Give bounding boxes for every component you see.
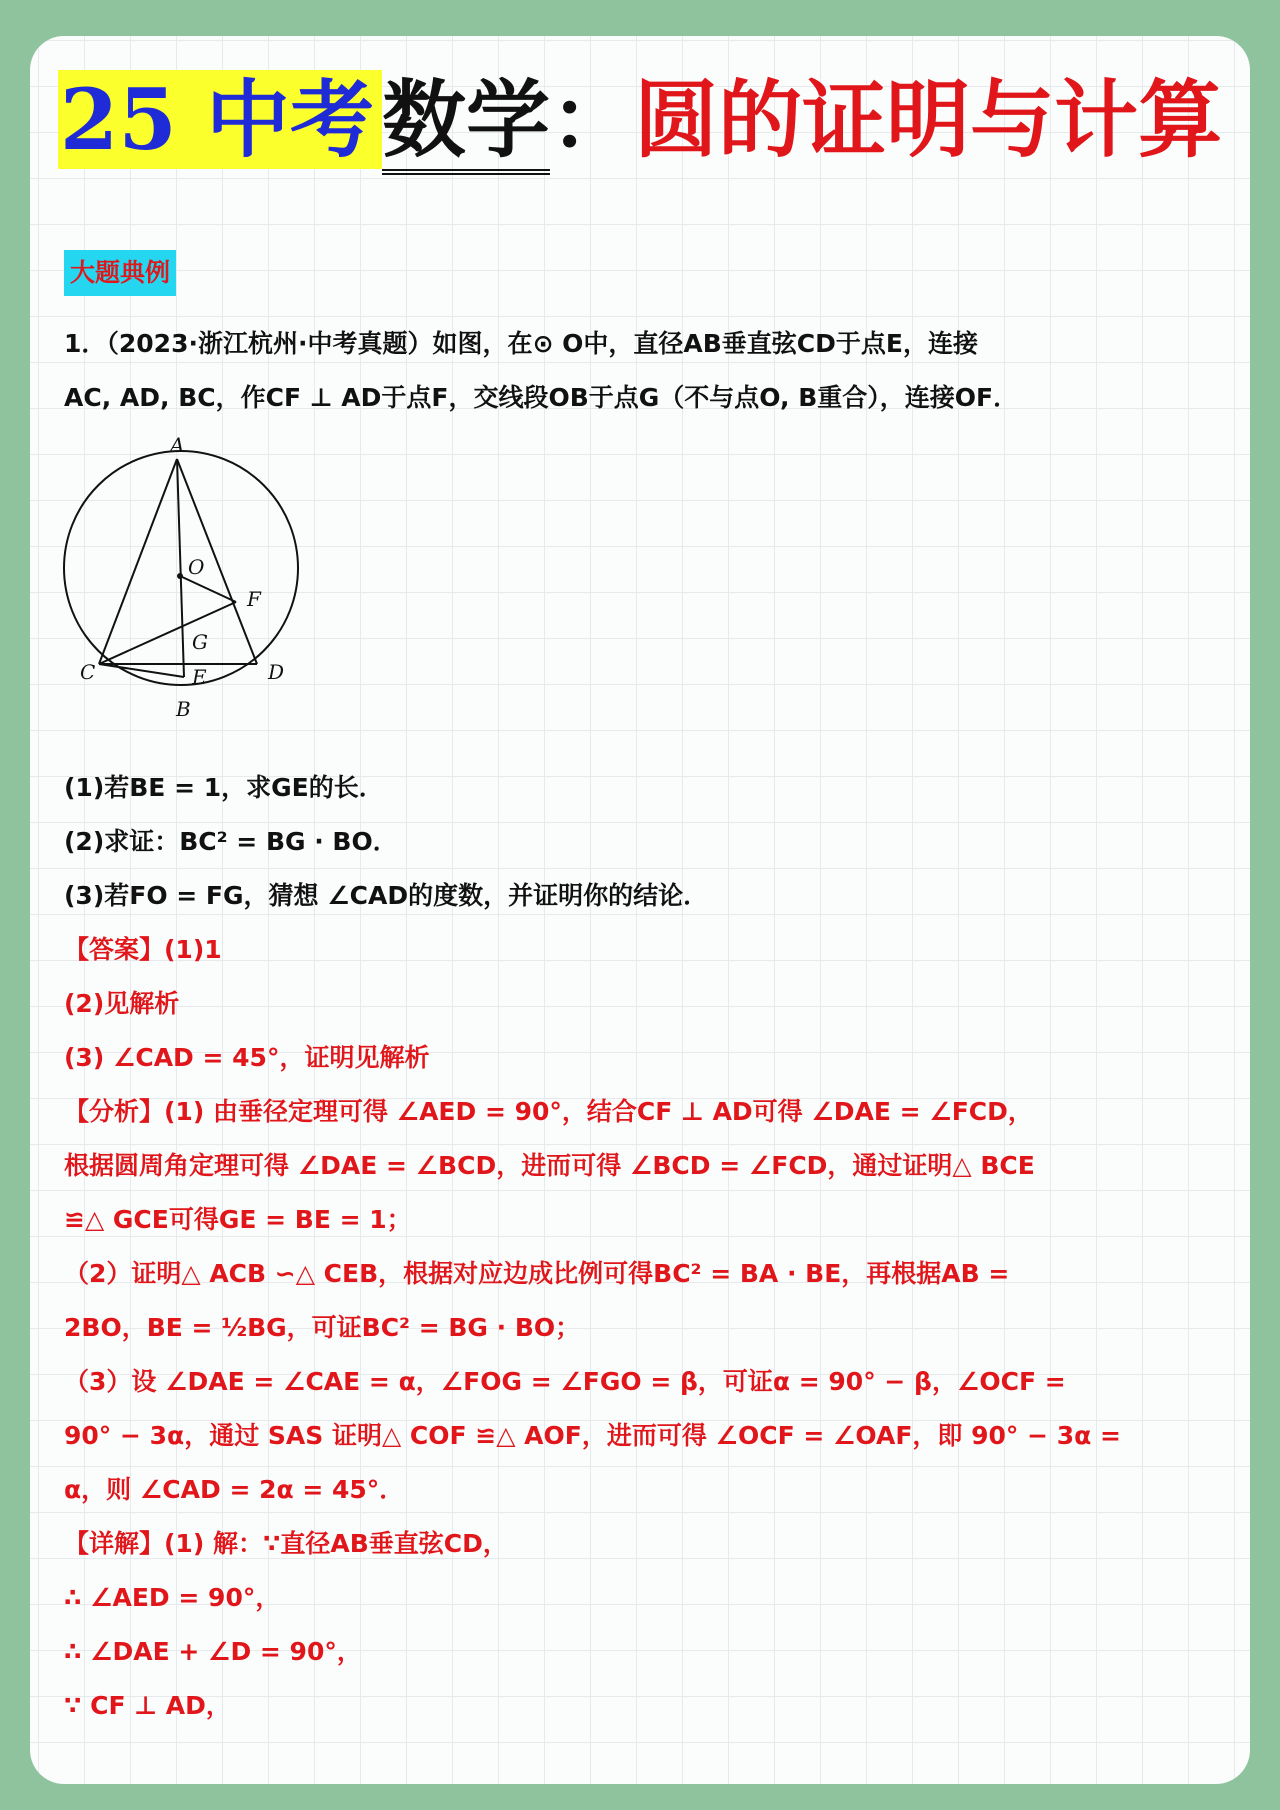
question-2: (2)求证：BC² = BG · BO． [64, 827, 398, 856]
label-e: E [192, 665, 207, 689]
question-1: (1)若BE = 1，求GE的长． [64, 773, 384, 802]
problem-line-2: AC, AD, BC，作CF ⊥ AD于点F，交线段OB于点G（不与点O, B重合），连接OF． [64, 383, 1019, 412]
section-tag: 大题典例 [64, 250, 176, 296]
question-3: (3)若FO = FG，猜想 ∠CAD的度数，并证明你的结论． [64, 881, 709, 910]
answer-line-3: (3) ∠CAD = 45°，证明见解析 [64, 1043, 430, 1072]
title-part-topic: 圆的证明与计算 [634, 70, 1223, 169]
solution-line-1: 【详解】(1) 解：∵直径AB垂直弦CD， [64, 1529, 508, 1558]
analysis-line-7: 90° − 3α，通过 SAS 证明△ COF ≌△ AOF，进而可得 ∠OCF = ∠OAF，即 90° − 3α = [64, 1421, 1121, 1450]
title-part-exam: 25 中考 [58, 70, 382, 169]
segment-ab [177, 459, 184, 677]
analysis-line-8: α，则 ∠CAD = 2α = 45°． [64, 1475, 405, 1504]
solution-line-3: ∴ ∠DAE + ∠D = 90°， [64, 1637, 362, 1666]
problem-line-1: 1．（2023·浙江杭州·中考真题）如图，在⊙ O中，直径AB垂直弦CD于点E，连接 [64, 329, 978, 358]
geometry-figure [56, 430, 306, 730]
solution-line-2: ∴ ∠AED = 90°， [64, 1583, 281, 1612]
label-g: G [192, 630, 208, 654]
circle-diagram [56, 430, 306, 730]
analysis-line-6: （3）设 ∠DAE = ∠CAE = α，∠FOG = ∠FGO = β，可证α = 90° − β，∠OCF = [64, 1367, 1066, 1396]
analysis-line-1: 【分析】(1) 由垂径定理可得 ∠AED = 90°，结合CF ⊥ AD可得 ∠DAE = ∠FCD， [64, 1097, 1033, 1126]
label-a: A [170, 433, 185, 457]
solution-line-4: ∵ CF ⊥ AD， [64, 1691, 231, 1720]
analysis-line-2: 根据圆周角定理可得 ∠DAE = ∠BCD，进而可得 ∠BCD = ∠FCD，通过证明△ BCE [64, 1151, 1035, 1180]
answer-line-1: 【答案】(1)1 [64, 935, 222, 964]
label-o: O [188, 555, 205, 579]
answer-line-2: (2)见解析 [64, 989, 180, 1018]
page-title [0, 60, 1280, 180]
analysis-line-5: 2BO，BE = ½BG，可证BC² = BG · BO； [64, 1313, 581, 1342]
title-part-math: 数学 [382, 70, 550, 175]
analysis-line-4: （2）证明△ ACB ∽△ CEB，根据对应边成比例可得BC² = BA · BE，再根据AB = [64, 1259, 1010, 1288]
label-d: D [268, 660, 285, 684]
analysis-line-3: ≌△ GCE可得GE = BE = 1； [64, 1205, 412, 1234]
center-dot [177, 573, 183, 579]
label-f: F [247, 587, 261, 611]
label-b: B [176, 697, 191, 721]
label-c: C [80, 660, 96, 684]
title-colon: ： [550, 70, 635, 169]
segment-bc [99, 664, 184, 677]
